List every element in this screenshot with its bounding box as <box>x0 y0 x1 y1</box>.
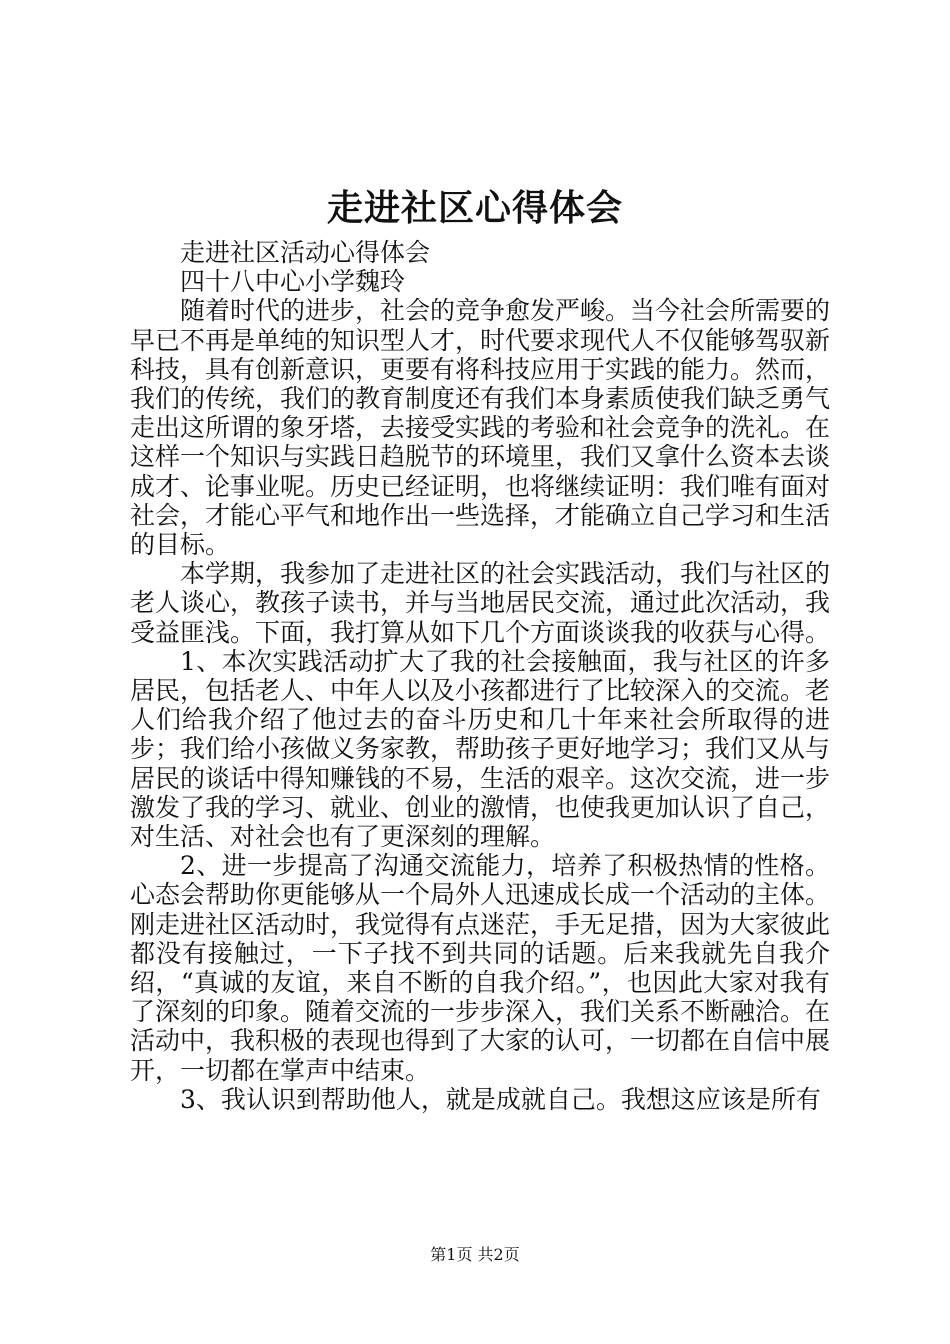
body-paragraph: 2、进一步提高了沟通交流能力，培养了积极热情的性格。心态会帮助你更能够从一个局外人迅速成长成一个活动的主体。刚走进社区活动时，我觉得有点迷茫，手无足措，因为大家彼此都没有接触过，一下子找不到共同的话题。后来我就先自我介绍，“真诚的友谊，来自不断的自我介绍。”，也因此大家对我有了深刻的印象。随着交流的一步步深入，我们关系不断融洽。在活动中，我积极的表现也得到了大家的认可，一切都在自信中展开，一切都在掌声中结束。 <box>130 851 831 1085</box>
page-number-footer: 第1页 共2页 <box>430 1245 520 1264</box>
body-paragraph: 本学期，我参加了走进社区的社会实践活动，我们与社区的老人谈心，教孩子读书，并与当地居民交流，通过此次活动，我受益匪浅。下面，我打算从如下几个方面谈谈我的收获与心得。 <box>130 559 831 647</box>
subtitle-paragraph: 走进社区活动心得体会 <box>180 238 431 267</box>
body-paragraph: 随着时代的进步，社会的竞争愈发严峻。当今社会所需要的早已不再是单纯的知识型人才，时代要求现代人不仅能够驾驭新科技，具有创新意识，更要有将科技应用于实践的能力。然而，我们的传统，我们的教育制度还有我们本身素质使我们缺乏勇气走出这所谓的象牙塔，去接受实践的考验和社会竞争的洗礼。在这样一个知识与实践日趋脱节的环境里，我们又拿什么资本去谈成才、论事业呢。历史已经证明，也将继续证明：我们唯有面对社会，才能心平气和地作出一些选择，才能确立自己学习和生活的目标。 <box>130 296 831 560</box>
document-body <box>130 238 830 1114</box>
body-paragraph: 1、本次实践活动扩大了我的社会接触面，我与社区的许多居民，包括老人、中年人以及小孩都进行了比较深入的交流。老人们给我介绍了他过去的奋斗历史和几十年来社会所取得的进步；我们给小孩做义务家教，帮助孩子更好地学习；我们又从与居民的谈话中得知赚钱的不易，生活的艰辛。这次交流，进一步激发了我的学习、就业、创业的激情，也使我更加认识了自己，对生活、对社会也有了更深刻的理解。 <box>130 646 831 852</box>
body-paragraph: 3、我认识到帮助他人，就是成就自己。我想这应该是所有 <box>180 1084 821 1114</box>
author-line: 四十八中心小学魏玲 <box>180 267 406 297</box>
document-title: 走进社区心得体会 <box>326 187 623 229</box>
